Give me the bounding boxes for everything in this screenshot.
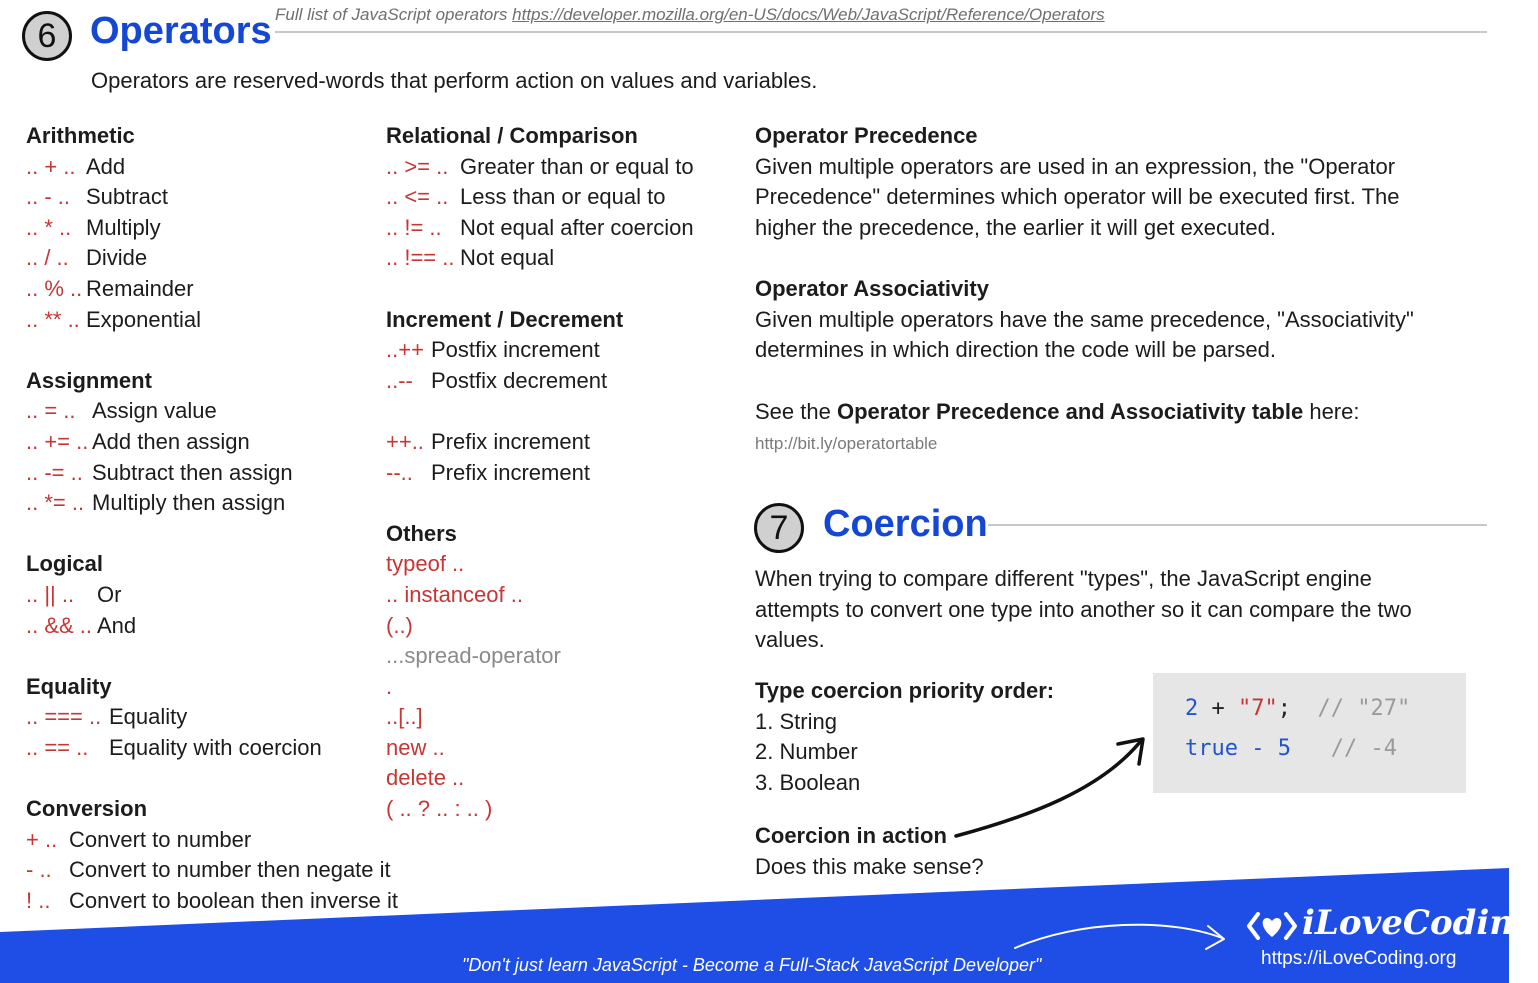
coercion-description: When trying to compare different "types", the JavaScript engine attempts to convert one type into another so it can compare the two values. <box>755 566 1412 653</box>
list-item: + .. Convert to number <box>26 826 252 852</box>
list-item: .. - .. Subtract <box>26 184 168 210</box>
list-item: (..) <box>386 612 413 638</box>
list-item: .. != .. Not equal after coercion <box>386 214 694 240</box>
list-item: .. || .. Or <box>26 581 122 607</box>
assignment-heading: Assignment <box>26 367 152 393</box>
brand-logo: iLoveCoding <box>1302 903 1538 943</box>
list-item: ..[..] <box>386 704 423 730</box>
list-item: --.. Prefix increment <box>386 459 590 485</box>
associativity-block <box>755 274 1485 366</box>
list-item: ..++ Postfix increment <box>386 337 600 363</box>
header-divider <box>275 31 1487 33</box>
list-item: .. >= .. Greater than or equal to <box>386 153 694 179</box>
precedence-block <box>755 121 1485 243</box>
arithmetic-heading: Arithmetic <box>26 123 135 148</box>
equality-heading: Equality <box>26 673 112 699</box>
intro-text: Operators are reserved-words that perform action on values and variables. <box>91 68 818 93</box>
list-item: .. && .. And <box>26 612 137 638</box>
action-text: Does this make sense? <box>755 853 984 879</box>
mdn-link[interactable]: https://developer.mozilla.org/en-US/docs/Web/JavaScript/Reference/Operators <box>512 5 1105 24</box>
column-middle <box>386 121 736 825</box>
associativity-line: determines in which direction the code will be parsed. <box>755 337 1276 363</box>
list-item: 2. Number <box>755 739 858 765</box>
precedence-heading: Operator Precedence <box>755 123 978 148</box>
action-heading: Coercion in action <box>755 823 947 848</box>
list-item: 3. Boolean <box>755 769 861 795</box>
list-item: 1. String <box>755 708 837 734</box>
precedence-line: Precedence" determines which operator will be executed first. The <box>755 184 1400 210</box>
list-item: typeof .. <box>386 551 465 577</box>
list-item: .. !== .. Not equal <box>386 245 555 271</box>
list-item: .. % .. Remainder <box>26 275 194 301</box>
relational-heading: Relational / Comparison <box>386 123 638 148</box>
list-item: .. == .. Equality with coercion <box>26 734 322 760</box>
reference-line <box>275 5 1105 25</box>
list-item: .. + .. Add <box>26 153 126 179</box>
list-item: .. -= .. Subtract then assign <box>26 459 293 485</box>
code-example <box>1153 673 1466 793</box>
section-number-badge: 6 <box>22 11 72 61</box>
list-item: ( .. ? .. : .. ) <box>386 796 493 822</box>
list-item: . <box>386 673 393 699</box>
priority-heading: Type coercion priority order: <box>755 678 1055 703</box>
operator-table-link[interactable]: http://bit.ly/operatortable <box>755 434 938 453</box>
list-item: .. * .. Multiply <box>26 214 161 240</box>
logical-heading: Logical <box>26 551 104 577</box>
table-note: See the Operator Precedence and Associativity table here: <box>755 399 1360 424</box>
list-item: ..-- Postfix decrement <box>386 367 608 393</box>
code-heart-logo-icon <box>1246 908 1298 944</box>
others-heading: Others <box>386 520 457 546</box>
conversion-heading: Conversion <box>26 796 148 822</box>
footer-tagline: "Don't just learn JavaScript - Become a Full-Stack JavaScript Developer" <box>462 955 1042 975</box>
brand-url[interactable]: https://iLoveCoding.org <box>1261 948 1457 969</box>
coercion-divider <box>988 524 1487 526</box>
list-item: - .. Convert to number then negate it <box>26 857 391 883</box>
list-item: .. = .. Assign value <box>26 398 217 424</box>
associativity-heading: Operator Associativity <box>755 276 989 301</box>
list-item: ! .. Convert to boolean then inverse it <box>26 887 398 913</box>
list-item: .. === .. Equality <box>26 704 188 730</box>
code-line-2: true - 5 // -4 <box>1185 736 1397 761</box>
page-title: Operators <box>90 10 272 52</box>
list-item: .. <= .. Less than or equal to <box>386 184 666 210</box>
list-item: .. *= .. Multiply then assign <box>26 490 286 516</box>
code-line-1: 2 + "7"; // "27" <box>1185 696 1411 721</box>
list-item: new .. <box>386 734 445 760</box>
section-number-badge: 7 <box>754 503 804 553</box>
list-item: ...spread-operator <box>386 643 561 669</box>
list-item: delete .. <box>386 765 465 791</box>
list-item: .. instanceof .. <box>386 581 523 607</box>
pointer-arrow-icon <box>940 730 1160 850</box>
list-item: .. += .. Add then assign <box>26 428 250 454</box>
precedence-line: Given multiple operators are used in an expression, the "Operator <box>755 153 1396 179</box>
list-item: .. ** .. Exponential <box>26 306 201 332</box>
reference-prefix: Full list of JavaScript operators <box>275 5 513 24</box>
increment-heading: Increment / Decrement <box>386 306 624 332</box>
list-item: ++.. Prefix increment <box>386 428 590 454</box>
associativity-line: Given multiple operators have the same precedence, "Associativity" <box>755 306 1414 332</box>
precedence-line: higher the precedence, the earlier it will get executed. <box>755 214 1276 240</box>
column-left <box>26 121 398 916</box>
coercion-title: Coercion <box>823 503 988 545</box>
list-item: .. / .. Divide <box>26 245 148 271</box>
